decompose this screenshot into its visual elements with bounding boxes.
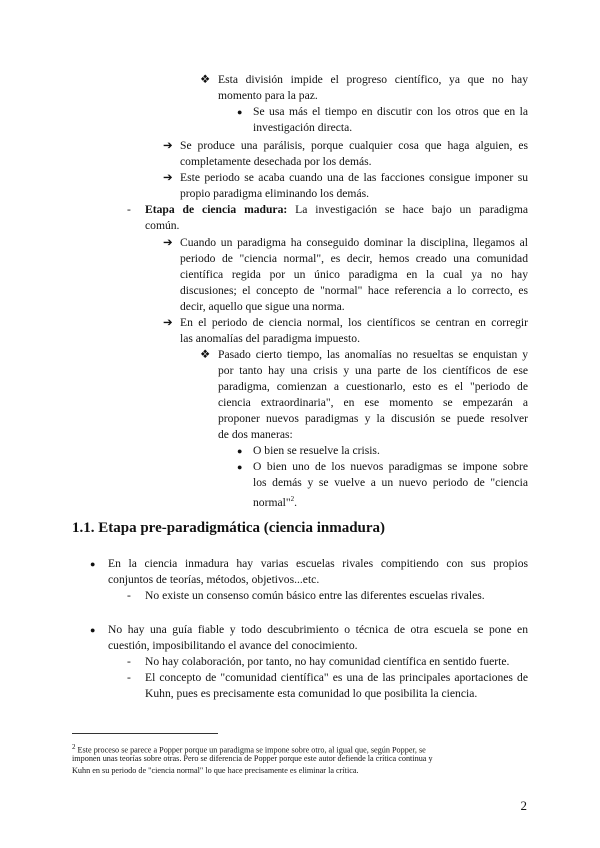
text-line: No existe un consenso común básico entre las diferentes escuelas rivales. (145, 589, 485, 602)
text-line: ciencia extraordinaria", en ese momento se empezarán a (218, 396, 528, 409)
text-fragment: . (294, 495, 297, 509)
footnote-line: Kuhn en su periodo de "ciencia normal" lo que hace precisamente es eliminar la crítica. (72, 766, 359, 775)
footnote-reference[interactable]: 2 (290, 495, 295, 503)
text-line: Esta división impide el progreso científico, ya que no hay (218, 73, 528, 86)
arrow-bullet-icon: ➔ (163, 139, 173, 152)
text-line: El concepto de "comunidad científica" es una de las principales aportaciones de (145, 671, 528, 684)
text-line: cuestión, imposibilitando el avance del conocimiento. (108, 639, 358, 652)
text-line: de dos maneras: (218, 428, 293, 441)
stage-title: Etapa de ciencia madura: (145, 203, 288, 216)
text-line: Se usa más el tiempo en discutir con los otros que en la (253, 105, 528, 118)
footnote-separator (72, 733, 218, 734)
dot-bullet-icon: ● (237, 446, 243, 456)
text-line: periodo de "ciencia normal", es decir, hemos creado una comunidad (180, 252, 528, 265)
text-line: discusiones; el concepto de "normal" hace referencia a lo correcto, es (180, 284, 528, 297)
text-line: propio paradigma eliminando los demás. (180, 187, 369, 200)
dot-bullet-icon: ● (90, 625, 96, 635)
diamond-bullet-icon: ❖ (200, 73, 211, 86)
footnote-mark: 2 (72, 743, 76, 751)
text-line: O bien uno de los nuevos paradigmas se impone sobre (253, 460, 528, 473)
text-fragment: normal" (253, 495, 291, 509)
stage-heading-line (145, 202, 528, 218)
text-line: En el periodo de ciencia normal, los científicos se centran en corregir (180, 316, 528, 329)
text-line: conjuntos de teorías, métodos, objetivos...etc. (108, 573, 320, 586)
dot-bullet-icon: ● (90, 559, 96, 569)
dash-bullet-icon: - (127, 671, 131, 684)
arrow-bullet-icon: ➔ (163, 316, 173, 329)
text-line: los demás y se vuelve a un nuevo periodo de "ciencia (253, 476, 528, 489)
dash-bullet-icon: - (127, 655, 131, 668)
text-line: Cuando un paradigma ha conseguido dominar la disciplina, llegamos al (180, 236, 528, 249)
section-heading: 1.1. Etapa pre-paradigmática (ciencia inmadura) (72, 520, 386, 536)
text-line (253, 491, 297, 511)
text-line: En la ciencia inmadura hay varias escuelas rivales compitiendo con sus propios (108, 557, 528, 570)
text-line: investigación directa. (253, 121, 353, 134)
arrow-bullet-icon: ➔ (163, 171, 173, 184)
text-line: las anomalías del paradigma impuesto. (180, 332, 360, 345)
text-line: Se produce una parálisis, porque cualquier cosa que haga alguien, es (180, 139, 528, 152)
dot-bullet-icon: ● (237, 462, 243, 472)
text-line: proponer nuevos paradigmas y la discusión se puede resolver (218, 412, 528, 425)
text-line: Kuhn, pues es precisamente esta comunidad lo que posibilita la ciencia. (145, 687, 478, 700)
text-line: paradigma, comienzan a cuestionarlo, esto es el "periodo de (218, 380, 528, 393)
text-line: científica regida por un único paradigma en la cual ya no hay (180, 268, 528, 281)
dot-bullet-icon: ● (237, 107, 243, 117)
text-line: completamente desechada por los demás. (180, 155, 372, 168)
text-line: Pasado cierto tiempo, las anomalías no resueltas se enquistan y (218, 348, 528, 361)
stage-text: La investigación se hace bajo un paradigma (287, 203, 528, 216)
text-line: decir, aquello que sigue una norma. (180, 300, 345, 313)
text-line: común. (145, 219, 180, 232)
text-line: por tanto hay una crisis y una parte de los científicos de ese (218, 364, 528, 377)
text-line: Este periodo se acaba cuando una de las facciones consigue imponer su (180, 171, 528, 184)
text-line: No hay colaboración, por tanto, no hay comunidad científica en sentido fuerte. (145, 655, 510, 668)
page-number: 2 (520, 798, 527, 813)
text-line: momento para la paz. (218, 89, 318, 102)
dash-bullet-icon: - (127, 589, 131, 602)
text-line: O bien se resuelve la crisis. (253, 444, 380, 457)
dash-bullet-icon: - (127, 203, 131, 216)
arrow-bullet-icon: ➔ (163, 236, 173, 249)
footnote-text: Este proceso se parece a Popper porque un paradigma se impone sobre otro, al igual que, según Popper, se (77, 745, 426, 755)
text-line: No hay una guía fiable y todo descubrimiento o técnica de otra escuela se pone en (108, 623, 528, 636)
footnote-line: imponen unas teorías sobre otras. Pero se diferencia de Popper porque este autor defiende la crítica continua y (72, 754, 433, 763)
diamond-bullet-icon: ❖ (200, 348, 211, 361)
